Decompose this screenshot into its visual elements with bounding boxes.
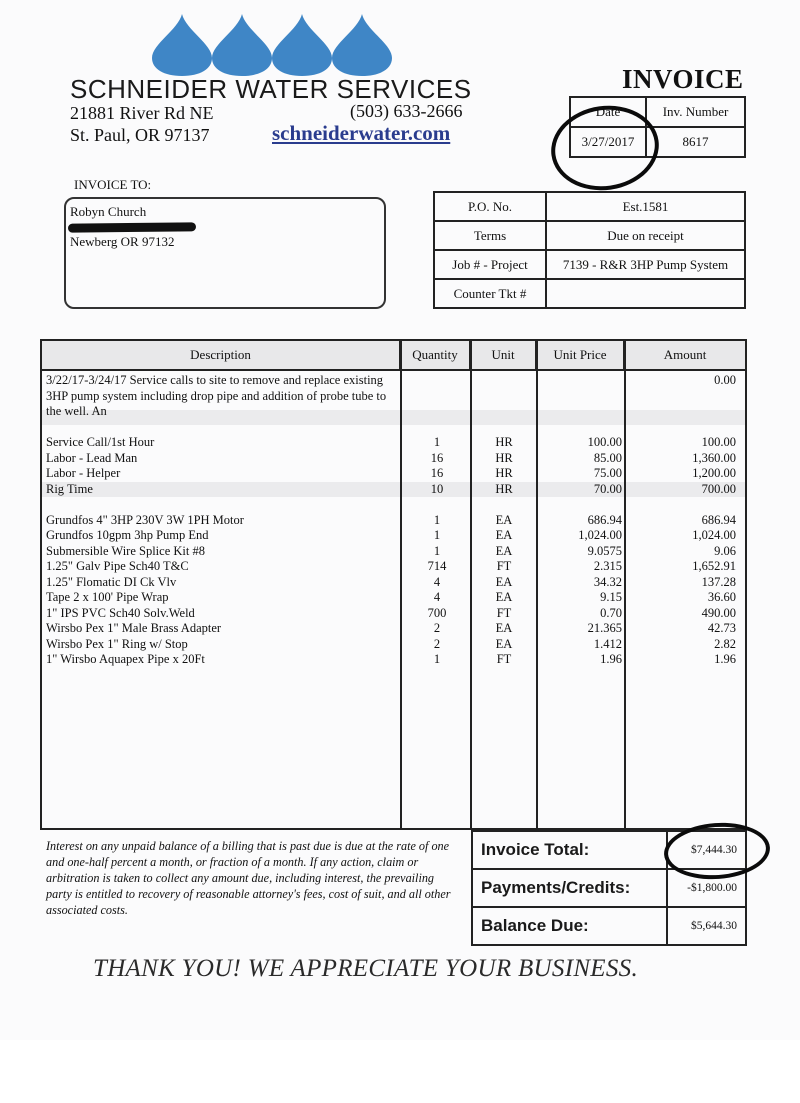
item-quantity: 2 [433,621,441,635]
item-unit-price: 21.365 [587,621,622,635]
item-amount: 1,200.00 [692,466,736,480]
item-unit-price: 1,024.00 [578,528,622,542]
counter-ticket-label: Counter Tkt # [434,279,546,308]
col-header-quantity: Quantity [400,341,470,370]
item-unit-price: 9.15 [600,590,622,604]
item-description: Labor - Lead Man [46,450,138,465]
item-amount: 42.73 [707,621,736,635]
redacted-address [68,222,196,232]
counter-ticket-value [546,279,745,308]
item-unit-price: 9.0575 [587,543,622,558]
bill-to-label: INVOICE TO: [74,177,152,192]
item-unit: EA [495,528,513,542]
item-unit: FT [496,559,512,573]
terms-note: Interest on any unpaid balance of a billing that is past due is due at the rate of one and one-half percent a month, or fraction of a month. If any action, claim or arbitration is taken to collect any amount due, including interest, the prevailing party is entitled to recovery of reasonable attorney's fees, cost of suit, and all other associated costs. [46,839,451,917]
company-phone: (503) 633-2666 [350,101,463,121]
col-header-description: Description [42,341,400,370]
item-amount: 490.00 [701,605,736,620]
table-row [42,544,745,560]
item-description: Wirsbo Pex 1" Male Brass Adapter [46,621,222,635]
item-quantity: 2 [433,636,441,651]
company-address-line2: St. Paul, OR 97137 [70,125,210,145]
item-amount: 9.06 [714,543,736,558]
date-label: Date [570,97,646,127]
water-drops-logo [150,14,394,76]
company-website-link[interactable]: schneiderwater.com [272,121,451,145]
item-unit: EA [495,543,513,558]
bill-to-name: Robyn Church [70,204,147,219]
col-header-unit-price: Unit Price [536,341,624,370]
company-address-line1: 21881 River Rd NE [70,103,214,123]
item-unit: HR [495,466,513,480]
item-amount: 100.00 [701,435,736,449]
item-description: Submersible Wire Splice Kit #8 [46,543,205,558]
item-unit-price: 34.32 [593,574,622,589]
table-row [42,451,745,467]
item-description: Grundfos 10gpm 3hp Pump End [46,528,209,542]
payments-credits-label: Payments/Credits: [472,869,667,907]
col-header-unit: Unit [470,341,536,370]
item-amount: 1,360.00 [692,450,736,465]
table-row [42,606,745,622]
item-description: 1.25" Galv Pipe Sch40 T&C [46,559,189,573]
table-row [42,513,745,529]
item-description: Grundfos 4" 3HP 230V 3W 1PH Motor [46,512,244,527]
item-quantity: 1 [433,512,441,527]
table-row [42,621,745,637]
item-unit-price: 85.00 [593,450,622,465]
item-quantity: 16 [430,466,444,480]
line-items-table [40,339,747,830]
table-row [42,435,745,451]
item-quantity: 16 [430,450,444,465]
item-quantity: 4 [433,590,441,604]
invoice-number-label: Inv. Number [646,97,745,127]
item-unit-price: 100.00 [587,435,622,449]
intro-description: 3/22/17-3/24/17 Service calls to site to remove and replace existing 3HP pump system including drop pipe and addition of probe tube to the well. An [46,373,387,418]
po-terms-table [433,191,746,309]
invoice-total-value: $7,444.30 [667,831,746,869]
item-unit: EA [495,512,513,527]
job-project-value: 7139 - R&R 3HP Pump System [546,250,745,279]
item-description: Labor - Helper [46,466,121,480]
item-unit-price: 0.70 [600,605,622,620]
item-unit-price: 686.94 [587,512,622,527]
table-row [42,637,745,653]
item-quantity: 1 [433,435,441,449]
item-unit: HR [495,481,513,496]
item-description: 1.25" Flomatic DI Ck Vlv [46,574,177,589]
item-unit: FT [496,652,512,666]
table-row [42,575,745,591]
thank-you-message: THANK YOU! WE APPRECIATE YOUR BUSINESS. [93,955,639,982]
item-description: Service Call/1st Hour [46,435,155,449]
item-amount: 1,024.00 [692,528,736,542]
po-value: Est.1581 [546,192,745,221]
item-unit: EA [495,574,513,589]
table-row [42,482,745,498]
col-header-amount: Amount [624,341,745,370]
item-amount: 1.96 [714,652,736,666]
balance-due-value: $5,644.30 [667,907,746,945]
item-description: Tape 2 x 100' Pipe Wrap [46,590,169,604]
table-row [42,652,745,668]
item-description: Rig Time [46,481,93,496]
payments-credits-value: -$1,800.00 [667,869,746,907]
company-name: SCHNEIDER WATER SERVICES [70,74,472,104]
item-unit: EA [495,590,513,604]
invoice-number: 8617 [646,127,745,157]
table-row [42,497,745,513]
item-quantity: 700 [427,605,447,620]
item-unit: EA [495,636,513,651]
table-row [42,466,745,482]
terms-label: Terms [434,221,546,250]
item-unit-price: 1.96 [600,652,622,666]
item-unit: EA [495,621,513,635]
item-description: 1" Wirsbo Aquapex Pipe x 20Ft [46,652,205,666]
item-amount: 36.60 [707,590,736,604]
item-quantity: 1 [433,543,441,558]
terms-value: Due on receipt [546,221,745,250]
item-quantity: 714 [427,559,447,573]
po-label: P.O. No. [434,192,546,221]
item-unit-price: 2.315 [593,559,622,573]
item-unit: FT [496,605,512,620]
item-description: Wirsbo Pex 1" Ring w/ Stop [46,636,188,651]
invoice-total-label: Invoice Total: [472,831,667,869]
item-unit-price: 1.412 [593,636,622,651]
item-quantity: 1 [433,528,441,542]
item-unit-price: 75.00 [593,466,622,480]
item-unit: HR [495,435,513,449]
bill-to-city: Newberg OR 97132 [70,234,175,249]
table-row [42,528,745,544]
item-unit: HR [495,450,513,465]
job-project-label: Job # - Project [434,250,546,279]
balance-due-label: Balance Due: [472,907,667,945]
item-quantity: 1 [433,652,441,666]
item-quantity: 4 [433,574,441,589]
item-amount: 700.00 [701,481,736,496]
item-quantity: 10 [430,481,444,496]
item-amount: 2.82 [714,636,736,651]
item-description: 1" IPS PVC Sch40 Solv.Weld [46,605,195,620]
invoice-title: INVOICE [622,64,744,94]
item-amount: 686.94 [701,512,736,527]
item-amount: 1,652.91 [692,559,736,573]
table-row [42,590,745,606]
item-unit-price: 70.00 [593,481,622,496]
invoice-date: 3/27/2017 [570,127,646,157]
intro-amount: 0.00 [714,373,736,387]
table-row [42,559,745,575]
item-amount: 137.28 [701,574,736,589]
